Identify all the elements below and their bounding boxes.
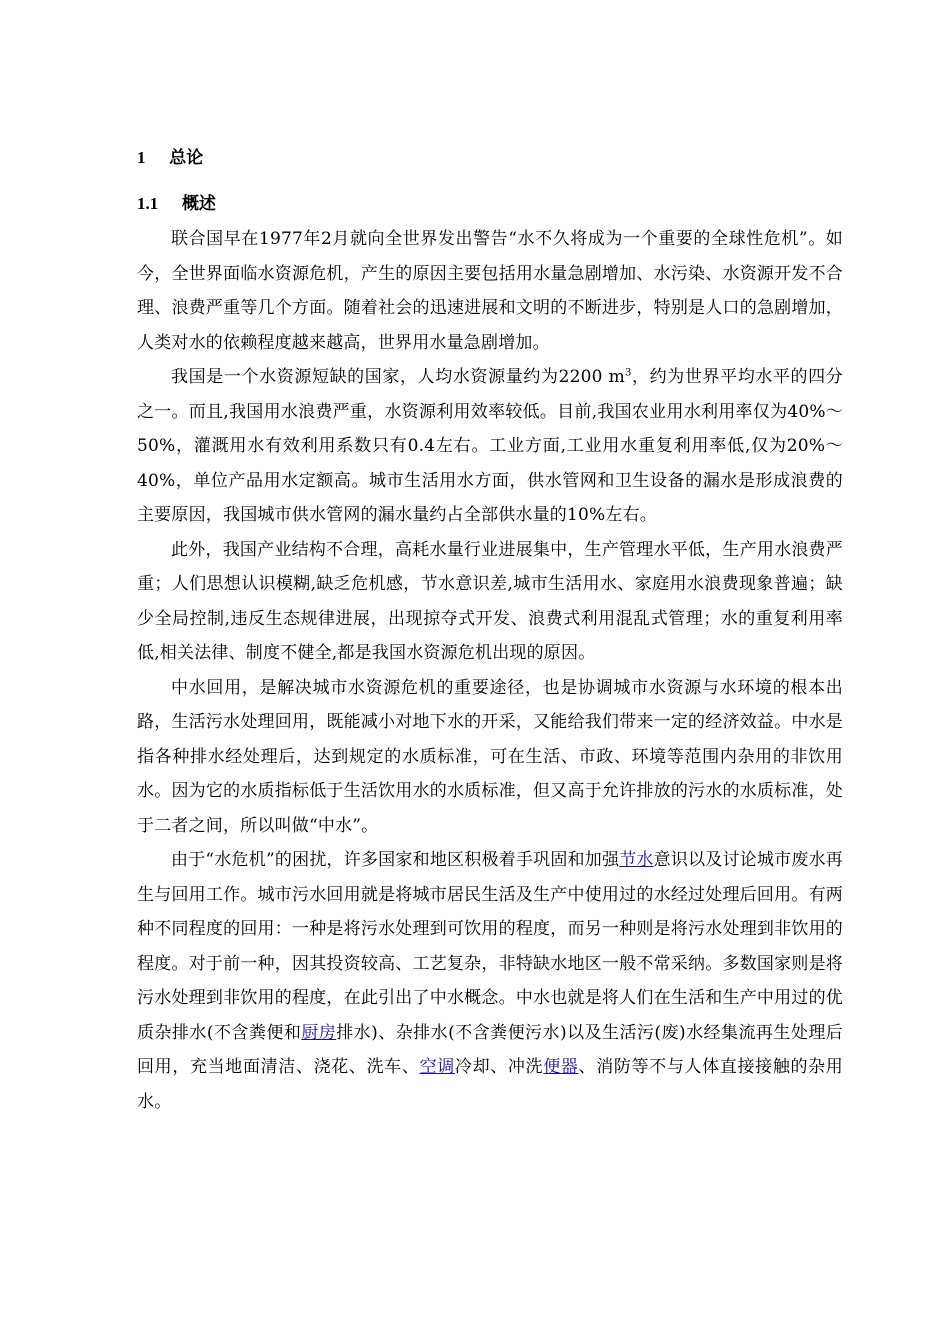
section-title: 总论 bbox=[169, 148, 204, 168]
section-heading-1-1 bbox=[137, 192, 843, 216]
document-body bbox=[137, 146, 843, 1119]
paragraph-china-water-shortage bbox=[137, 360, 843, 533]
paragraph-text: 意识以及讨论城市废水再生与回用工作。城市污水回用就是将城市居民生活及生产中使用过的水经过处理后回用。有两种不同程度的回用：一种是将污水处理到可饮用的程度，而另一种则是将污水处理到非饮用的程度。对于前一种，因其投资较高、工艺复杂，非特缺水地区一般不常采纳。多数国家则是将污水处理到非饮用的程度，在此引出了中水概念。中水也就是将人们在生活和生产中用过的优质杂排水(不含粪便和 bbox=[137, 850, 843, 1043]
paragraph-text: 我国是一个水资源短缺的国家，人均水资源量约为2200 m bbox=[171, 367, 626, 387]
link-water-saving[interactable]: 节水 bbox=[619, 850, 654, 870]
link-kitchen[interactable]: 厨房 bbox=[301, 1022, 337, 1043]
paragraph-industry-structure: 此外，我国产业结构不合理，高耗水量行业进展集中，生产管理水平低，生产用水浪费严重；人们思想认识模糊,缺乏危机感，节水意识差,城市生活用水、家庭用水浪费现象普遍；缺少全局控制,违反生态规律进展，出现掠夺式开发、浪费式利用混乱式管理；水的重复利用率低,相关法律、制度不健全,都是我国水资源危机出现的原因。 bbox=[137, 539, 843, 663]
paragraph-text: 由于“水危机”的困扰，许多国家和地区积极着手巩固和加强 bbox=[171, 850, 620, 870]
subsection-number: 1.1 bbox=[137, 194, 159, 213]
paragraph-un-warning: 联合国早在1977年2月就向全世界发出警告“水不久将成为一个重要的全球性危机”。如今，全世界面临水资源危机，产生的原因主要包括用水量急剧增加、水污染、水资源开发不合理、浪费严重等几个方面。随着社会的迅速进展和文明的不断进步，特别是人口的急剧增加，人类对水的依赖程度越来越高，世界用水量急剧增加。 bbox=[137, 229, 843, 353]
paragraph-water-crisis-reuse bbox=[137, 843, 843, 1119]
paragraph-text: 、消防等不与人体直接接触的杂用水。 bbox=[137, 1057, 844, 1112]
section-heading-1 bbox=[137, 146, 843, 170]
superscript-3: 3 bbox=[625, 367, 632, 379]
paragraph-text: 冷却、冲洗 bbox=[454, 1057, 544, 1077]
paragraph-text: 排水)、杂排水(不含粪便污水)以及生活污(废)水经集流再生处理后回用，充当地面清洁、浇花、洗车、 bbox=[137, 1022, 843, 1077]
link-air-conditioner[interactable]: 空调 bbox=[419, 1057, 455, 1077]
paragraph-reclaimed-water: 中水回用，是解决城市水资源危机的重要途径，也是协调城市水资源与水环境的根本出路，生活污水处理回用，既能减小对地下水的开采，又能给我们带来一定的经济效益。中水是指各种排水经处理后，达到规定的水质标准，可在生活、市政、环境等范围内杂用的非饮用水。因为它的水质指标低于生活饮用水的水质标准，但又高于允许排放的污水的水质标准，处于二者之间，所以叫做“中水”。 bbox=[137, 677, 843, 836]
paragraph-text: ，约为世界平均水平的四分之一。而且,我国用水浪费严重，水资源利用效率较低。目前,我国农业用水利用率仅为40%～50%，灌溉用水有效利用系数只有0.4左右。工业方面,工业用水重复利用率低,仅为20%～40%，单位产品用水定额高。城市生活用水方面，供水管网和卫生设备的漏水是形成浪费的主要原因，我国城市供水管网的漏水量约占全部供水量的10%左右。 bbox=[137, 367, 843, 525]
link-toilet[interactable]: 便器 bbox=[543, 1057, 579, 1077]
section-number: 1 bbox=[137, 148, 146, 167]
subsection-title: 概述 bbox=[181, 194, 216, 214]
